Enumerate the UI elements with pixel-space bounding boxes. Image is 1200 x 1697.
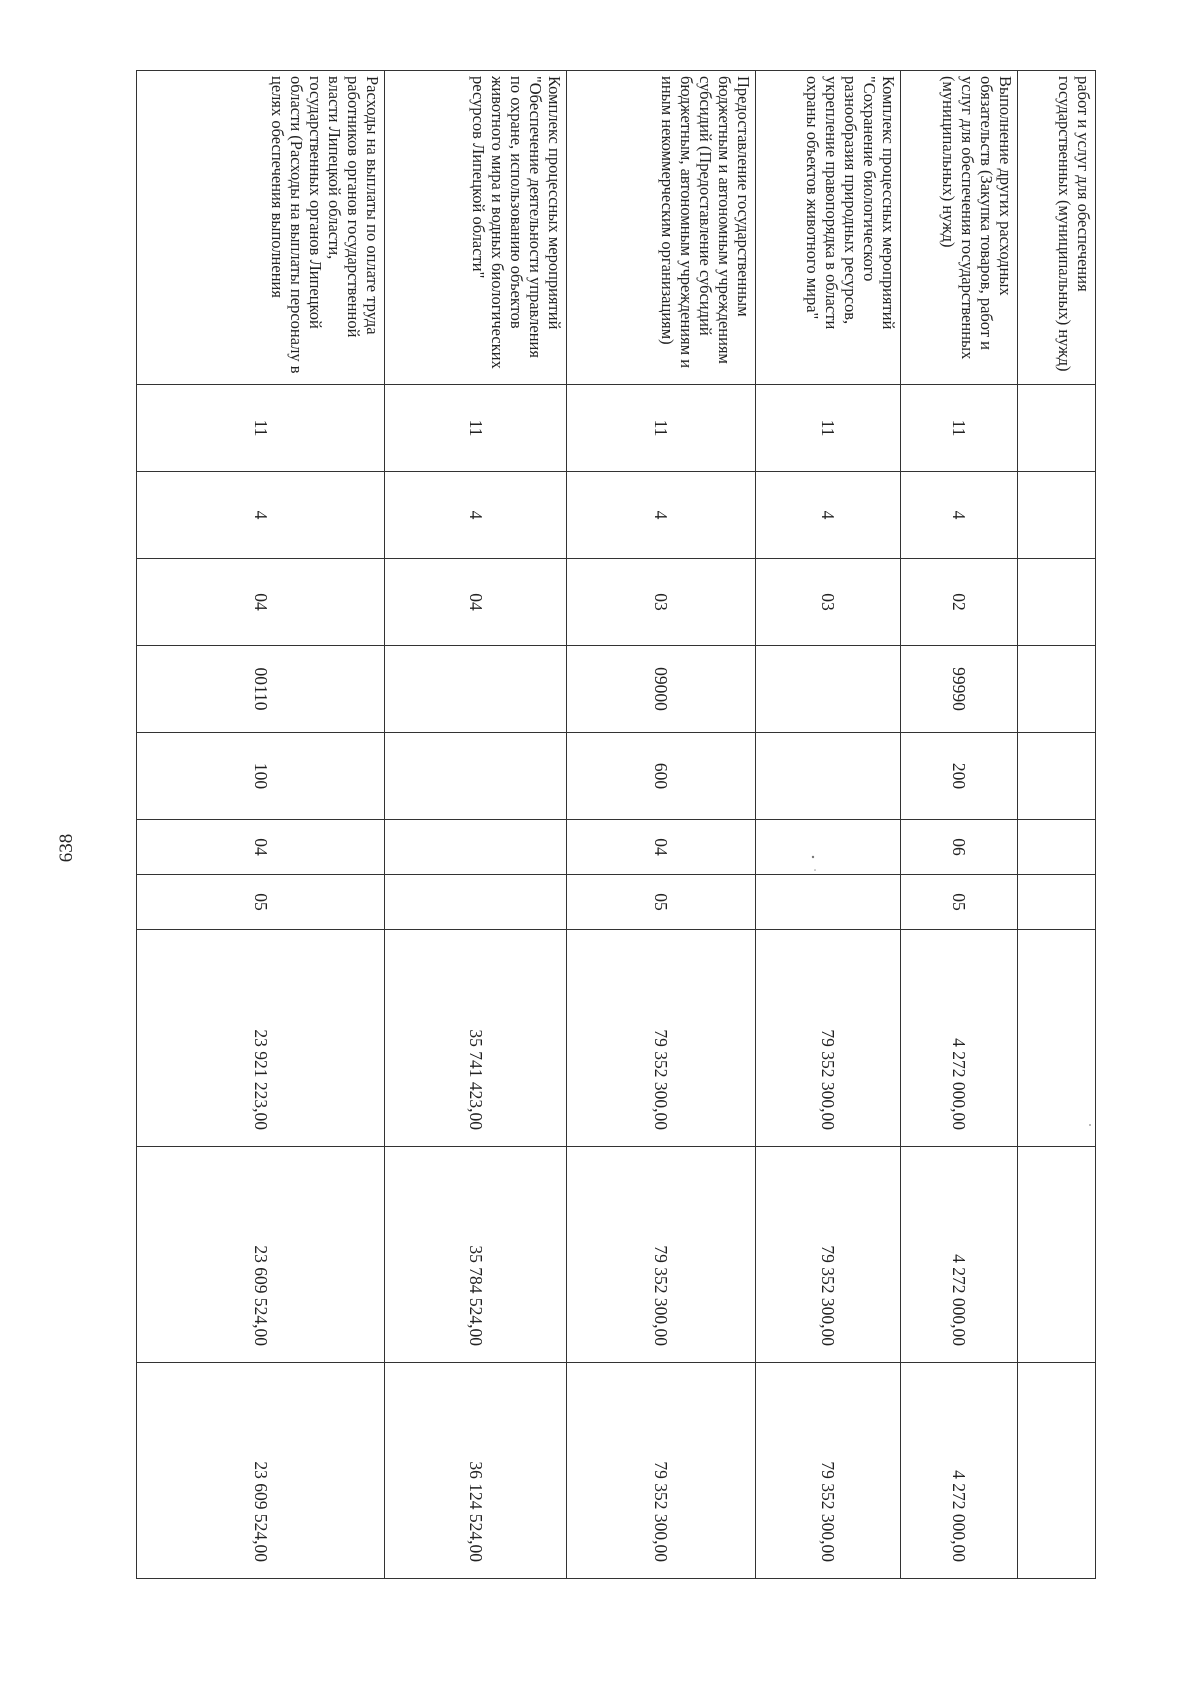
- code-cell: 03: [756, 559, 901, 646]
- code-cell: 11: [756, 385, 901, 472]
- amount-cell: 4 272 000,00: [901, 1363, 1018, 1579]
- amount-cell: 35 784 524,00: [385, 1147, 567, 1363]
- code-cell: 05: [901, 875, 1018, 930]
- code-cell: 03: [567, 559, 756, 646]
- code-cell: [385, 733, 567, 820]
- budget-table: [136, 70, 1096, 1579]
- table-row: [756, 71, 901, 1579]
- row-name: работ и услуг для обеспечения государственных (муниципальных) нужд): [1018, 71, 1096, 385]
- code-cell: 4: [901, 472, 1018, 559]
- amount-cell: 79 352 300,00: [756, 1147, 901, 1363]
- code-cell: 4: [756, 472, 901, 559]
- table-row: [385, 71, 567, 1579]
- code-cell: 11: [567, 385, 756, 472]
- code-cell: [385, 646, 567, 733]
- code-cell: 600: [567, 733, 756, 820]
- page-number: 638: [56, 833, 77, 863]
- table-body: [137, 71, 1096, 1579]
- code-cell: 4: [137, 472, 385, 559]
- row-name: Расходы на выплаты по оплате труда работников органов государственной власти Липецкой области, государственных органов Липецкой области (Расходы на выплаты персоналу в целях обеспечения выполнения: [137, 71, 385, 385]
- amount-cell: 36 124 524,00: [385, 1363, 567, 1579]
- row-name: Комплекс процессных мероприятий "Сохранение биологического разнообразия природных ресурсов, укрепление правопорядка в области охраны объектов животного мира": [756, 71, 901, 385]
- code-cell: 100: [137, 733, 385, 820]
- budget-table-container: [137, 70, 1096, 1578]
- amount-cell: 23 921 223,00: [137, 930, 385, 1147]
- code-cell: 09000: [567, 646, 756, 733]
- table-row: [567, 71, 756, 1579]
- code-cell: 04: [137, 559, 385, 646]
- code-cell: 11: [901, 385, 1018, 472]
- table-row: [901, 71, 1018, 1579]
- row-name: Выполнение других расходных обязательств (Закупка товаров, работ и услуг для обеспечения государственных (муниципальных) нужд): [901, 71, 1018, 385]
- table-row: [137, 71, 385, 1579]
- code-cell: 99990: [901, 646, 1018, 733]
- code-cell: [1018, 875, 1096, 930]
- code-cell: [1018, 646, 1096, 733]
- code-cell: 04: [567, 820, 756, 875]
- code-cell: 4: [567, 472, 756, 559]
- code-cell: 11: [385, 385, 567, 472]
- code-cell: [756, 820, 901, 875]
- amount-cell: 79 352 300,00: [567, 930, 756, 1147]
- code-cell: 02: [901, 559, 1018, 646]
- code-cell: [1018, 820, 1096, 875]
- code-cell: 05: [137, 875, 385, 930]
- code-cell: [1018, 472, 1096, 559]
- code-cell: [756, 875, 901, 930]
- code-cell: 00110: [137, 646, 385, 733]
- row-name: Комплекс процессных мероприятий "Обеспечение деятельности управления по охране, использованию объектов животного мира и водных биологических ресурсов Липецкой области": [385, 71, 567, 385]
- code-cell: 04: [137, 820, 385, 875]
- code-cell: 04: [385, 559, 567, 646]
- amount-cell: 35 741 423,00: [385, 930, 567, 1147]
- code-cell: 200: [901, 733, 1018, 820]
- amount-cell: 4 272 000,00: [901, 930, 1018, 1147]
- amount-cell: 79 352 300,00: [756, 930, 901, 1147]
- code-cell: [1018, 733, 1096, 820]
- code-cell: [385, 820, 567, 875]
- amount-cell: 79 352 300,00: [756, 1363, 901, 1579]
- amount-cell: 79 352 300,00: [567, 1363, 756, 1579]
- code-cell: 11: [137, 385, 385, 472]
- row-name: Предоставление государственным бюджетным и автономным учреждениям субсидий (Предоставление субсидий бюджетным, автономным учреждениям и иным некоммерческим организациям): [567, 71, 756, 385]
- code-cell: 05: [567, 875, 756, 930]
- table-row: [1018, 71, 1096, 1579]
- amount-cell: 23 609 524,00: [137, 1147, 385, 1363]
- code-cell: [756, 733, 901, 820]
- code-cell: [1018, 385, 1096, 472]
- code-cell: [756, 646, 901, 733]
- code-cell: 06: [901, 820, 1018, 875]
- code-cell: [385, 875, 567, 930]
- amount-cell: 4 272 000,00: [901, 1147, 1018, 1363]
- amount-cell: [1018, 930, 1096, 1147]
- code-cell: [1018, 559, 1096, 646]
- amount-cell: [1018, 1147, 1096, 1363]
- code-cell: 4: [385, 472, 567, 559]
- amount-cell: 79 352 300,00: [567, 1147, 756, 1363]
- amount-cell: 23 609 524,00: [137, 1363, 385, 1579]
- amount-cell: [1018, 1363, 1096, 1579]
